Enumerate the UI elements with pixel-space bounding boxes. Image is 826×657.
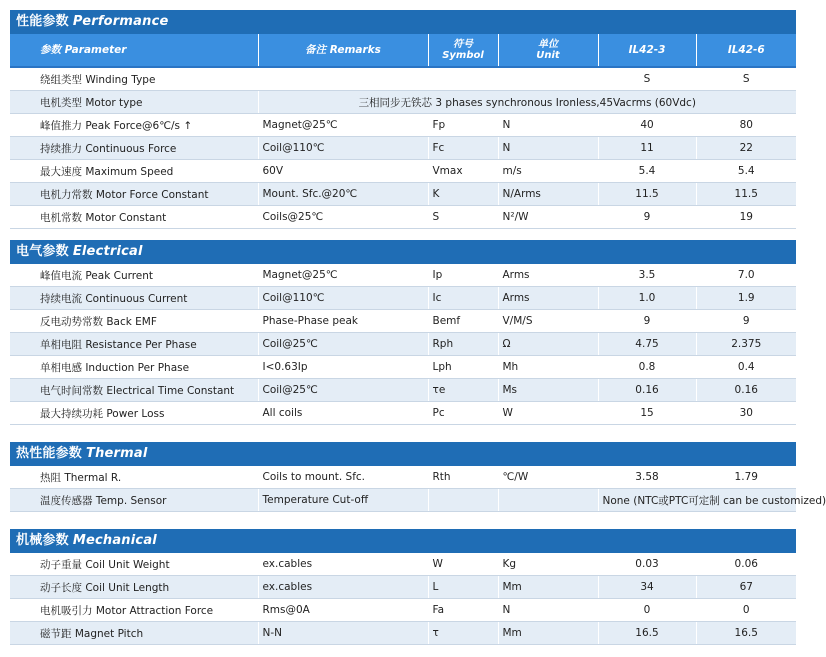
unit-cell: Mh	[498, 356, 598, 379]
value-cell-model-1: 0.16	[598, 379, 696, 402]
remark-cell: Magnet@25℃	[258, 264, 428, 287]
value-cell-model-1: 15	[598, 402, 696, 425]
table-row	[10, 114, 796, 137]
param-cell: 峰值电流 Peak Current	[10, 264, 258, 287]
header-unit-cn: 单位	[538, 39, 558, 50]
table-row	[10, 379, 796, 402]
table-row	[10, 206, 796, 229]
spec-table	[10, 34, 796, 229]
remark-cell: ex.cables	[258, 576, 428, 599]
remark-cell: Coil@25℃	[258, 333, 428, 356]
symbol-cell: S	[428, 206, 498, 229]
header-unit-en: Unit	[536, 50, 560, 61]
merged-value-cell: 三相同步无铁芯 3 phases synchronous Ironless,45Vacrms (60Vdc)	[258, 91, 796, 114]
value-cell-model-2: 0	[696, 599, 796, 622]
value-cell-model-2: 9	[696, 310, 796, 333]
remark-cell	[258, 67, 428, 91]
value-cell-model-2: 0.16	[696, 379, 796, 402]
unit-cell: Kg	[498, 553, 598, 576]
value-cell-model-2: 2.375	[696, 333, 796, 356]
value-cell-model-1: 3.58	[598, 466, 696, 489]
remark-cell: I<0.63Ip	[258, 356, 428, 379]
param-cell: 电气时间常数 Electrical Time Constant	[10, 379, 258, 402]
value-cell-model-1: 11.5	[598, 183, 696, 206]
remark-cell: Mount. Sfc.@20℃	[258, 183, 428, 206]
table-row	[10, 160, 796, 183]
section-title	[10, 442, 796, 466]
symbol-cell: Fc	[428, 137, 498, 160]
param-cell: 绕组类型 Winding Type	[10, 67, 258, 91]
section-title-en: Performance	[72, 14, 169, 29]
symbol-cell: τe	[428, 379, 498, 402]
remark-cell: Coils to mount. Sfc.	[258, 466, 428, 489]
value-cell-model-2: 80	[696, 114, 796, 137]
symbol-cell: Fa	[428, 599, 498, 622]
value-cell-model-1: 5.4	[598, 160, 696, 183]
remark-cell: Coil@110℃	[258, 287, 428, 310]
section-mechanical	[10, 529, 796, 645]
value-cell-model-2: 16.5	[696, 622, 796, 645]
symbol-cell: Bemf	[428, 310, 498, 333]
table-row	[10, 622, 796, 645]
value-cell-model-2: 5.4	[696, 160, 796, 183]
section-title-cn: 热性能参数	[16, 446, 83, 461]
header-symbol-cn: 符号	[453, 39, 473, 50]
value-cell-model-1: 11	[598, 137, 696, 160]
value-cell-model-1: 9	[598, 206, 696, 229]
unit-cell: Ms	[498, 379, 598, 402]
table-row	[10, 67, 796, 91]
value-cell-model-2: 0.06	[696, 553, 796, 576]
value-cell-model-1: 0.8	[598, 356, 696, 379]
remark-cell: Phase-Phase peak	[258, 310, 428, 333]
header-remarks: 备注 Remarks	[258, 34, 428, 67]
symbol-cell: Ip	[428, 264, 498, 287]
header-parameter: 参数 Parameter	[10, 34, 258, 67]
unit-cell: N	[498, 137, 598, 160]
param-cell: 峰值推力 Peak Force@6℃/s ↑	[10, 114, 258, 137]
unit-cell: V/M/S	[498, 310, 598, 333]
param-cell: 电机力常数 Motor Force Constant	[10, 183, 258, 206]
section-thermal	[10, 442, 826, 512]
symbol-cell: Rth	[428, 466, 498, 489]
unit-cell: N²/W	[498, 206, 598, 229]
spec-table	[10, 264, 796, 425]
unit-cell: W	[498, 402, 598, 425]
remark-cell: ex.cables	[258, 553, 428, 576]
remark-cell: N-N	[258, 622, 428, 645]
unit-cell: Mm	[498, 576, 598, 599]
param-cell: 单相电阻 Resistance Per Phase	[10, 333, 258, 356]
remark-cell: Magnet@25℃	[258, 114, 428, 137]
value-cell-model-2: 67	[696, 576, 796, 599]
table-row	[10, 599, 796, 622]
symbol-cell: K	[428, 183, 498, 206]
param-cell: 反电动势常数 Back EMF	[10, 310, 258, 333]
spec-table	[10, 466, 826, 512]
value-cell-model-1: 0.03	[598, 553, 696, 576]
symbol-cell: L	[428, 576, 498, 599]
remark-cell: Coil@25℃	[258, 379, 428, 402]
symbol-cell	[428, 67, 498, 91]
table-row	[10, 553, 796, 576]
section-title-cn: 电气参数	[16, 244, 69, 259]
unit-cell: ℃/W	[498, 466, 598, 489]
remark-cell: Coils@25℃	[258, 206, 428, 229]
value-cell-model-1: 4.75	[598, 333, 696, 356]
table-row	[10, 137, 796, 160]
param-cell: 最大速度 Maximum Speed	[10, 160, 258, 183]
unit-cell: N/Arms	[498, 183, 598, 206]
table-row	[10, 310, 796, 333]
value-cell-model-2: 1.9	[696, 287, 796, 310]
section-title-cn: 性能参数	[16, 14, 69, 29]
table-row	[10, 489, 796, 512]
section-title	[10, 10, 796, 34]
symbol-cell: Vmax	[428, 160, 498, 183]
table-row	[10, 183, 796, 206]
value-cell-model-1: 40	[598, 114, 696, 137]
value-cell-model-2: S	[696, 67, 796, 91]
value-cell-model-1: 1.0	[598, 287, 696, 310]
remark-cell: 60V	[258, 160, 428, 183]
unit-cell: Ω	[498, 333, 598, 356]
param-cell: 电机吸引力 Motor Attraction Force	[10, 599, 258, 622]
param-cell: 热阻 Thermal R.	[10, 466, 258, 489]
symbol-cell: Fp	[428, 114, 498, 137]
table-row	[10, 287, 796, 310]
remark-cell: Temperature Cut-off	[258, 489, 428, 512]
param-cell: 温度传感器 Temp. Sensor	[10, 489, 258, 512]
value-cell-model-1: 16.5	[598, 622, 696, 645]
header-symbol-en: Symbol	[442, 50, 484, 61]
symbol-cell: W	[428, 553, 498, 576]
symbol-cell	[428, 489, 498, 512]
value-cell-model-1: 3.5	[598, 264, 696, 287]
param-cell: 最大持续功耗 Power Loss	[10, 402, 258, 425]
section-title-en: Electrical	[72, 244, 143, 259]
symbol-cell: Lph	[428, 356, 498, 379]
unit-cell: N	[498, 599, 598, 622]
remark-cell: All coils	[258, 402, 428, 425]
unit-cell: N	[498, 114, 598, 137]
param-cell: 动子重量 Coil Unit Weight	[10, 553, 258, 576]
header-symbol	[428, 34, 498, 67]
unit-cell: Arms	[498, 264, 598, 287]
section-title	[10, 240, 796, 264]
spec-table	[10, 553, 796, 645]
remark-cell: Rms@0A	[258, 599, 428, 622]
table-row	[10, 333, 796, 356]
param-cell: 持续推力 Continuous Force	[10, 137, 258, 160]
unit-cell: Arms	[498, 287, 598, 310]
symbol-cell: τ	[428, 622, 498, 645]
table-row	[10, 91, 796, 114]
section-title-en: Mechanical	[72, 533, 157, 548]
param-cell: 电机常数 Motor Constant	[10, 206, 258, 229]
header-unit	[498, 34, 598, 67]
value-cell-model-1: 9	[598, 310, 696, 333]
section-title-en: Thermal	[86, 446, 148, 461]
table-row	[10, 356, 796, 379]
symbol-cell: Ic	[428, 287, 498, 310]
table-row	[10, 576, 796, 599]
header-model-2: IL42-6	[696, 34, 796, 67]
value-cell-model-2: 0.4	[696, 356, 796, 379]
value-cell-model-2: 22	[696, 137, 796, 160]
unit-cell: m/s	[498, 160, 598, 183]
table-row	[10, 264, 796, 287]
value-cell-model-2: 11.5	[696, 183, 796, 206]
sensor-note-cell: None (NTC或PTC可定制 can be customized)	[598, 489, 796, 512]
table-row	[10, 402, 796, 425]
section-electrical	[10, 240, 796, 425]
symbol-cell: Rph	[428, 333, 498, 356]
value-cell-model-1: 0	[598, 599, 696, 622]
param-cell: 单相电感 Induction Per Phase	[10, 356, 258, 379]
symbol-cell: Pc	[428, 402, 498, 425]
param-cell: 持续电流 Continuous Current	[10, 287, 258, 310]
unit-cell	[498, 489, 598, 512]
value-cell-model-2: 30	[696, 402, 796, 425]
value-cell-model-2: 1.79	[696, 466, 796, 489]
remark-cell: Coil@110℃	[258, 137, 428, 160]
value-cell-model-2: 19	[696, 206, 796, 229]
param-cell: 动子长度 Coil Unit Length	[10, 576, 258, 599]
table-row	[10, 466, 796, 489]
unit-cell: Mm	[498, 622, 598, 645]
table-header-row	[10, 34, 796, 67]
section-title-cn: 机械参数	[16, 533, 69, 548]
value-cell-model-1: S	[598, 67, 696, 91]
value-cell-model-2: 7.0	[696, 264, 796, 287]
value-cell-model-1: 34	[598, 576, 696, 599]
section-performance	[10, 10, 796, 229]
unit-cell	[498, 67, 598, 91]
header-model-1: IL42-3	[598, 34, 696, 67]
section-title	[10, 529, 796, 553]
param-cell: 电机类型 Motor type	[10, 91, 258, 114]
param-cell: 磁节距 Magnet Pitch	[10, 622, 258, 645]
